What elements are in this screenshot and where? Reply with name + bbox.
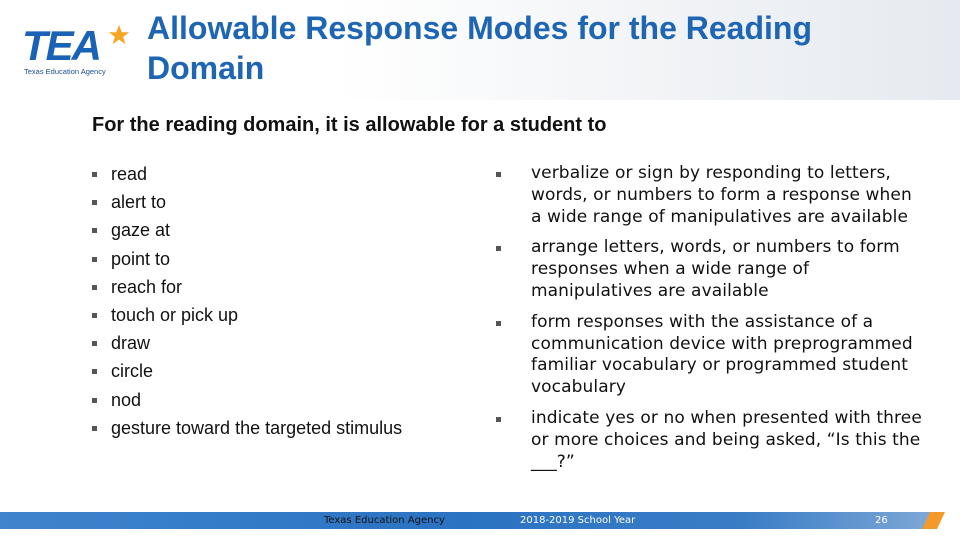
list-item — [494, 408, 924, 473]
right-response-list — [494, 163, 924, 482]
square-bullet-icon — [92, 313, 97, 318]
list-item — [90, 245, 402, 273]
list-item — [90, 188, 402, 216]
list-item-text: reach for — [111, 276, 183, 297]
square-bullet-icon — [496, 417, 501, 422]
square-bullet-icon — [496, 246, 501, 251]
left-response-list — [90, 160, 402, 442]
list-item-text: draw — [111, 333, 151, 354]
list-item-text: nod — [111, 389, 142, 410]
square-bullet-icon — [92, 285, 97, 290]
slide-header — [0, 0, 960, 100]
list-item-text: alert to — [111, 192, 167, 213]
square-bullet-icon — [496, 321, 501, 326]
list-item-text: indicate yes or no when presented with three or more choices and being asked, “Is this the ___?” — [531, 407, 922, 472]
list-item-text: read — [111, 164, 148, 184]
square-bullet-icon — [92, 257, 97, 262]
list-item — [90, 301, 402, 329]
square-bullet-icon — [92, 369, 97, 374]
tea-logo — [22, 24, 132, 78]
list-item — [90, 216, 402, 244]
list-item — [494, 237, 924, 302]
logo-org-name: Texas Education Agency — [24, 67, 106, 76]
logo-letters: TEA — [22, 22, 100, 69]
list-item-text: arrange letters, words, or numbers to form responses when a wide range of manipulatives are available — [531, 237, 900, 301]
slide-subtitle: For the reading domain, it is allowable for a student to — [92, 114, 607, 136]
footer-page-number: 26 — [875, 515, 888, 526]
star-icon — [108, 24, 130, 46]
list-item-text: point to — [111, 248, 171, 269]
list-item — [90, 160, 402, 188]
list-item-text: circle — [111, 361, 154, 382]
square-bullet-icon — [92, 172, 97, 177]
list-item-text: verbalize or sign by responding to letters, words, or numbers to form a response when a wide range of manipulatives are available — [531, 163, 912, 227]
footer-school-year: 2018-2019 School Year — [520, 515, 636, 526]
list-item — [494, 312, 924, 399]
footer-agency: Texas Education Agency — [324, 515, 445, 526]
square-bullet-icon — [496, 172, 501, 177]
list-item-text: gaze at — [111, 220, 171, 241]
list-item — [90, 357, 402, 385]
page-title: Allowable Response Modes for the Reading Domain — [147, 10, 812, 86]
square-bullet-icon — [92, 200, 97, 205]
list-item — [90, 414, 402, 442]
list-item — [90, 273, 402, 301]
list-item-text: gesture toward the targeted stimulus — [111, 417, 403, 438]
list-item — [90, 329, 402, 357]
square-bullet-icon — [92, 426, 97, 431]
square-bullet-icon — [92, 228, 97, 233]
list-item — [494, 163, 924, 228]
footer-bar — [0, 512, 960, 529]
list-item-text: touch or pick up — [111, 305, 239, 326]
list-item — [90, 386, 402, 414]
list-item-text: form responses with the assistance of a communication device with preprogrammed familiar vocabulary or programmed student vocabulary — [531, 311, 913, 398]
square-bullet-icon — [92, 398, 97, 403]
square-bullet-icon — [92, 341, 97, 346]
